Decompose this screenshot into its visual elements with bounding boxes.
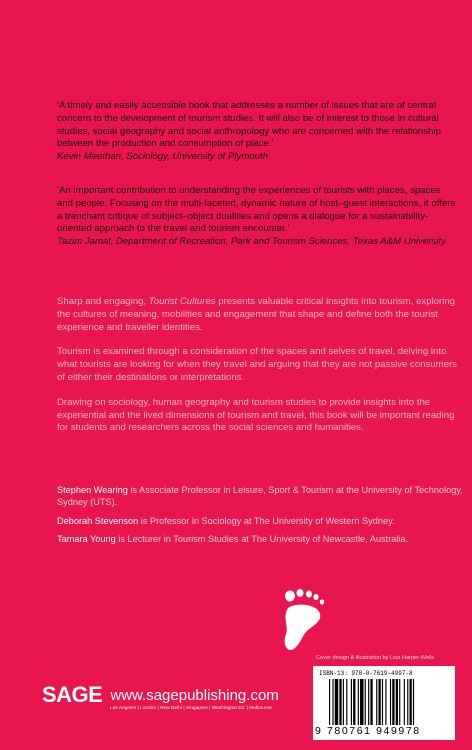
review-text: ‘An important contribution to understanding the experiences of tourists with places, spaces and people. Focusing on the multi-faceted, dynamic nature of host–guest interactions, it offers a trenchant critique of subject–object dualities and opens a dialogue for a sustainability-oriented approach to the travel and tourism encounter.’ <box>57 185 456 235</box>
description-paragraph-3: Drawing on sociology, human geography and tourism studies to provide insights into the experiential and the lived dimensions of tourism and travel, this book will be important reading for students and researchers across the social sciences and humanities. <box>57 396 455 434</box>
author-bio: Tamara Young is Lecturer in Tourism Studies at The University of Newcastle, Australia. <box>57 534 408 545</box>
review-attribution: Kevin Meethan, Sociology, University of Plymouth <box>57 151 268 163</box>
footprint-illustration <box>282 588 328 652</box>
description-paragraph-2: Tourism is examined through a consideration of the spaces and selves of travel, delving into what tourists are looking for when they travel and arguing that they are not passive consumers of either their destinations or interpretations. <box>57 346 457 383</box>
publisher-url: www.sagepublishing.com <box>110 686 279 704</box>
author-bio: Stephen Wearing is Associate Professor in Leisure, Sport & Tourism at the University of Technology, Sydney (UTS). <box>57 485 463 508</box>
isbn-barcode <box>313 666 455 740</box>
review-attribution: Tazim Jamal, Department of Recreation, Park and Tourism Sciences, Texas A&M University <box>57 236 446 248</box>
book-description <box>57 296 457 447</box>
barcode-icon <box>329 679 447 725</box>
description-paragraph-1: Sharp and engaging, Tourist Cultures presents valuable critical insights into tourism, exploring the cultures of meaning, mobilities and engagement that shape and define both the tourist experience and traveller identities. <box>57 296 456 333</box>
author-name: Tamara Young <box>57 534 116 545</box>
author-name: Stephen Wearing <box>57 485 128 495</box>
book-title: Tourist Cultures <box>148 296 216 307</box>
author-bio: Deborah Stevenson is Professor in Sociology at The University of Western Sydney. <box>57 515 395 526</box>
author-name: Deborah Stevenson <box>57 515 139 526</box>
review-quote-1 <box>57 100 457 164</box>
cover-credit: Cover design & illustration by Lisa Harper-Wells <box>316 655 435 661</box>
review-text: ‘A timely and easily accessible book that addresses a number of issues that are of central concern to the development of tourism studies. It will also be of interest to those in cultural studies, social geography and social anthropology who are concerned with the relationship between the production and consumption of place.’ <box>57 100 441 150</box>
barcode-digits: 9 780761 949978 <box>315 725 421 737</box>
sage-logo: SAGE <box>42 682 103 707</box>
author-bios <box>57 484 467 552</box>
publisher-cities: Los Angeles | London | New Delhi | Singapore | Washington DC | Melbourne <box>110 705 272 710</box>
review-quote-2 <box>57 185 457 249</box>
isbn-label: ISBN-13: 978-0-7619-4997-8 <box>319 670 413 677</box>
